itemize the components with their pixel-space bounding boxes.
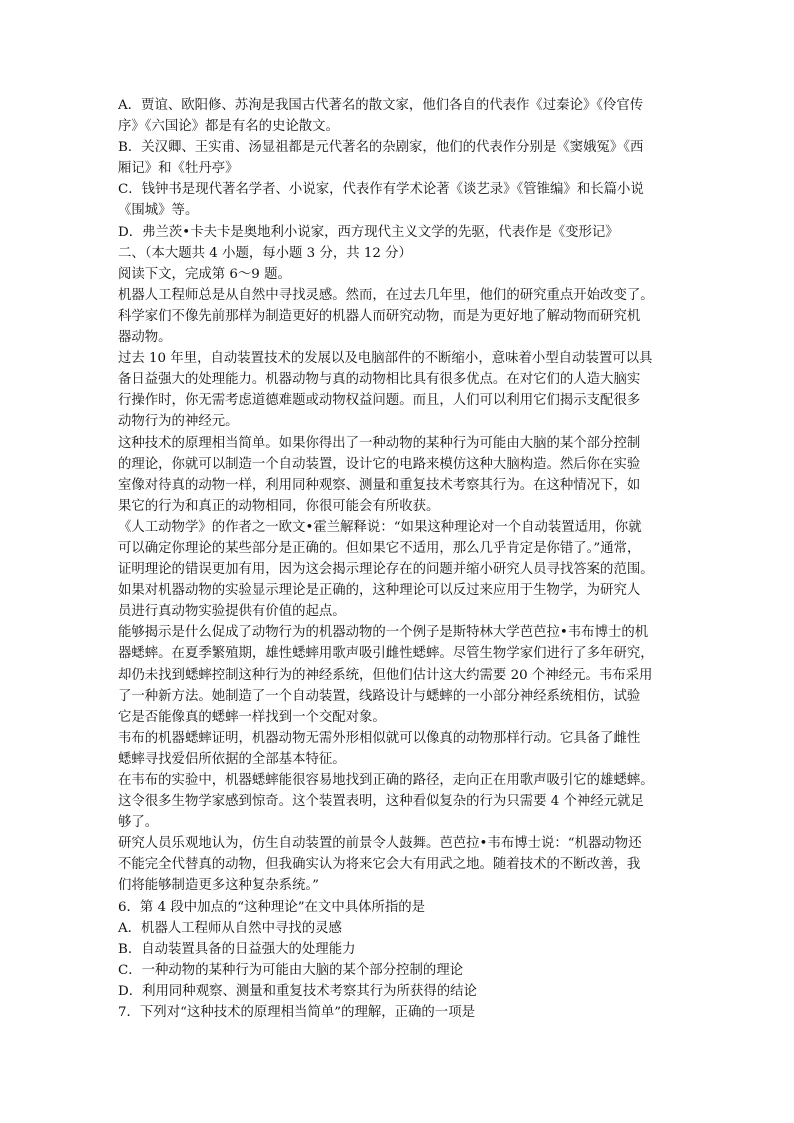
answer-option: D．利用同种观察、测量和重复技术考察其行为所获得的结论 [118, 983, 477, 999]
text-line: 备日益强大的处理能力。机器动物与真的动物相比具有很多优点。在对它们的人造大脑实 [118, 372, 641, 388]
instruction-line: 阅读下文，完成第 6～9 题。 [118, 266, 291, 282]
text-line: 它是否能像真的蟋蟀一样找到一个交配对象。 [118, 709, 386, 725]
text-line: 这令很多生物学家感到惊奇。这个装置表明，这种看似复杂的行为只需要 4 个神经元就足 [118, 794, 644, 810]
text-line: 器动物。 [118, 330, 172, 346]
text-line: 在韦布的实验中，机器蟋蟀能很容易地找到正确的路径，走向正在用歌声吸引它的雄蟋蟀。 [118, 773, 654, 788]
question-stem: 7．下列对“这种技术的原理相当简单”的理解，正确的一项是 [118, 1005, 475, 1021]
text-line: 行操作时，你无需考虑道德难题或动物权益问题。而且，人们可以利用它们揭示支配很多 [118, 393, 641, 409]
text-line: 的理论，你就可以制造一个自动装置，设计它的电路来模仿这种大脑构造。然后你在实验 [118, 456, 641, 472]
text-line: 证明理论的错误更加有用，因为这会揭示理论存在的问题并缩小研究人员寻找答案的范围。 [118, 562, 654, 578]
text-line: 够了。 [118, 815, 159, 831]
text-line: D．弗兰茨•卡夫卡是奥地利小说家，西方现代主义文学的先驱，代表作是《变形记》 [118, 224, 619, 240]
answer-option: A．机器人工程师从自然中寻找的灵感 [118, 920, 342, 936]
text-line: 却仍未找到蟋蟀控制这种行为的神经系统，但他们估计这大约需要 20 个神经元。韦布采用 [118, 667, 653, 683]
text-line: C．钱钟书是现代著名学者、小说家，代表作有学术论著《谈艺录》《管锥编》和长篇小说 [118, 182, 644, 198]
text-line: 能够揭示是什么促成了动物行为的机器动物的一个例子是斯特林大学芭芭拉•韦布博士的机 [118, 625, 649, 641]
text-line: 可以确定你理论的某些部分是正确的。但如果它不适用，那么几乎肯定是你错了。”通常， [118, 540, 641, 556]
text-line: 研究人员乐观地认为，仿生自动装置的前景令人鼓舞。芭芭拉•韦布博士说：“机器动物还 [118, 836, 642, 852]
text-line: 果它的行为和真正的动物相同，你很可能会有所收获。 [118, 498, 440, 514]
text-line: 厢记》和《牡丹亭》 [118, 161, 239, 177]
text-line: A．贾谊、欧阳修、苏洵是我国古代著名的散文家，他们各自的代表作《过秦论》《伶官传 [118, 98, 644, 113]
text-line: 《围城》等。 [118, 203, 199, 219]
text-line: 过去 10 年里，自动装置技术的发展以及电脑部件的不断缩小，意味着小型自动装置可以具 [118, 351, 653, 367]
document-page [118, 95, 680, 1023]
text-line: 序》《六国论》都是有名的史论散文。 [118, 119, 339, 135]
text-line: B．关汉卿、王实甫、汤显祖都是元代著名的杂剧家，他们的代表作分别是《窦娥冤》《西 [118, 140, 644, 156]
text-line: 动物行为的神经元。 [118, 414, 239, 430]
text-line: 室像对待真的动物一样，利用同种观察、测量和重复技术考察其行为。在这种情况下，如 [118, 477, 641, 493]
answer-option: B．自动装置具备的日益强大的处理能力 [118, 941, 356, 957]
answer-option: C．一种动物的某种行为可能由大脑的某个部分控制的理论 [118, 962, 464, 978]
question-stem: 6．第 4 段中加点的“这种理论”在文中具体所指的是 [118, 899, 426, 915]
text-line: 不能完全代替真的动物，但我确实认为将来它会大有用武之地。随着技术的不断改善，我 [118, 857, 641, 873]
text-line: 如果对机器动物的实验显示理论是正确的，这种理论可以反过来应用于生物学，为研究人 [118, 583, 641, 599]
text-line: 们将能够制造更多这种复杂系统。” [118, 878, 320, 894]
text-line: 这种技术的原理相当简单。如果你得出了一种动物的某种行为可能由大脑的某个部分控制 [118, 435, 641, 451]
section-heading: 二、（本大题共 4 小题，每小题 3 分，共 12 分） [118, 245, 412, 261]
text-line: 《人工动物学》的作者之一欧文•霍兰解释说：“如果这种理论对一个自动装置适用，你就 [118, 519, 642, 535]
text-line: 蟋蟀寻找爱侣所依据的全部基本特征。 [118, 751, 346, 767]
text-line: 器蟋蟀。在夏季繁殖期，雄性蟋蟀用歌声吸引雌性蟋蟀。尽管生物学家们进行了多年研究， [118, 646, 654, 662]
text-line: 韦布的机器蟋蟀证明，机器动物无需外形相似就可以像真的动物那样行动。它具备了雌性 [118, 730, 641, 746]
text-line: 了一种新方法。她制造了一个自动装置，线路设计与蟋蟀的一小部分神经系统相仿，试验 [118, 688, 641, 704]
text-line: 科学家们不像先前那样为制造更好的机器人而研究动物，而是为更好地了解动物而研究机 [118, 308, 641, 324]
text-line: 机器人工程师总是从自然中寻找灵感。然而，在过去几年里，他们的研究重点开始改变了。 [118, 287, 654, 303]
text-line: 员进行真动物实验提供有价值的起点。 [118, 604, 346, 620]
